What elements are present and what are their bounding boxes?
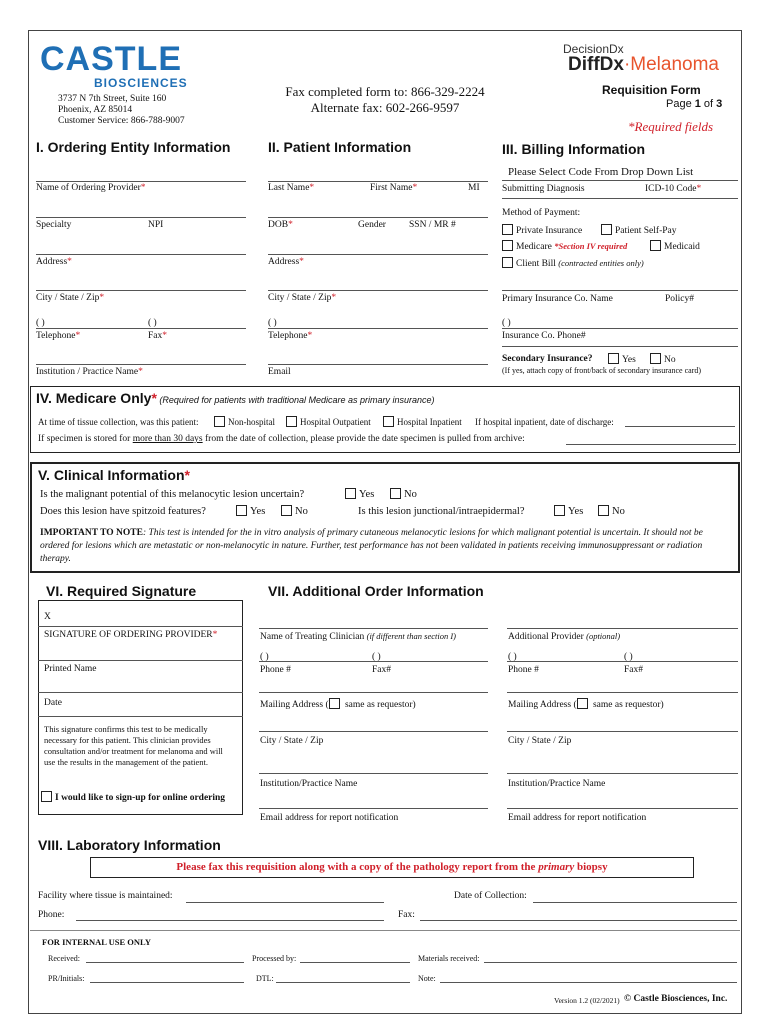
npi-field[interactable]: NPI	[148, 220, 164, 230]
banner-post: biopsy	[574, 861, 608, 873]
pathology-banner-text	[90, 861, 694, 873]
no-label: No	[295, 506, 308, 517]
checkbox[interactable]	[390, 488, 401, 499]
page-indicator	[666, 98, 722, 110]
secondary-insurance-question	[502, 354, 593, 364]
inpatient-label: Hospital Inpatient	[397, 417, 462, 427]
last-name-label: Last Name	[268, 183, 310, 193]
telephone-label: Telephone	[36, 331, 76, 341]
city-label: City / State / Zip	[36, 293, 100, 303]
fax-alternate: Alternate fax: 602-266-9597	[310, 100, 460, 115]
provider-phone-field[interactable]: Phone #	[508, 665, 539, 675]
facility-label: Facility where tissue is maintained:	[38, 891, 173, 901]
junctional-yes[interactable]	[554, 505, 583, 517]
required-star: *	[309, 183, 315, 193]
clinical-header	[38, 467, 190, 483]
ordering-city-field[interactable]	[36, 293, 104, 303]
telephone-label: Telephone	[268, 331, 308, 341]
clinician-phone-field[interactable]: Phone #	[260, 665, 291, 675]
processed-field[interactable]	[300, 962, 410, 963]
tel-paren: ( )	[36, 318, 45, 328]
medicare-header	[36, 390, 435, 406]
checkbox[interactable]	[41, 791, 52, 802]
lab-fax-field[interactable]	[420, 920, 737, 921]
same-as-requestor-checkbox[interactable]	[577, 698, 588, 709]
diagnosis-field[interactable]: Submitting Diagnosis	[502, 184, 585, 194]
ordering-fax-field[interactable]	[148, 331, 167, 341]
ssn-field[interactable]: SSN / MR #	[409, 220, 456, 230]
secondary-no-option[interactable]	[650, 353, 676, 365]
brand-top: DecisionDx	[563, 42, 624, 56]
stored-underlined: more than 30 days	[132, 434, 203, 444]
icd-code-field[interactable]	[645, 184, 701, 194]
page-number: 1	[694, 98, 701, 110]
sig-label: SIGNATURE OF ORDERING PROVIDER	[44, 630, 213, 640]
important-note	[40, 527, 732, 566]
additional-provider-field[interactable]	[508, 631, 620, 642]
customer-service: Customer Service: 866-788-9007	[58, 116, 185, 126]
provider-phone-paren: ( )	[508, 652, 517, 662]
gender-field[interactable]: Gender	[358, 220, 386, 230]
materials-field[interactable]	[484, 962, 737, 963]
section-2-title: II. Patient Information	[268, 139, 412, 155]
logo-main: CASTLE	[40, 40, 182, 78]
policy-field[interactable]: Policy#	[665, 294, 695, 304]
checkbox[interactable]	[236, 505, 247, 516]
checkbox[interactable]	[650, 240, 661, 251]
specialty-field[interactable]: Specialty	[36, 220, 72, 230]
provider-label: Additional Provider	[508, 632, 587, 642]
signature-confirmation: This signature confirms this test to be medically necessary for this patient. This clinician provides consultation and/or treatment for melanoma and will use the results in the management of the patient.	[44, 724, 223, 767]
medicaid-option[interactable]	[650, 240, 700, 252]
clinician-label: Name of Treating Clinician	[260, 632, 367, 642]
pr-field[interactable]	[90, 982, 244, 983]
required-star: *	[184, 467, 190, 483]
spitzoid-question: Does this lesion have spitzoid features?	[40, 506, 206, 517]
printed-name-field[interactable]: Printed Name	[44, 664, 97, 674]
ins-paren: ( )	[502, 318, 511, 328]
self-pay-label: Patient Self-Pay	[615, 226, 677, 236]
required-star: *	[331, 293, 337, 303]
no-label: No	[404, 489, 417, 500]
spitzoid-yes[interactable]	[236, 505, 265, 517]
medicare-label: Medicare	[516, 242, 555, 252]
first-name-label: First Name	[370, 183, 413, 193]
dtl-label: DTL:	[256, 974, 274, 983]
brand-main: DiffDx·Melanoma	[568, 54, 719, 75]
address-label: Address	[36, 257, 68, 267]
received-label: Received:	[48, 954, 80, 963]
checkbox[interactable]	[608, 353, 619, 364]
banner-pre: Please fax this requisition along with a copy of the pathology report from the	[176, 861, 539, 873]
archive-date-field[interactable]	[566, 444, 736, 445]
section-4-subtitle: (Required for patients with traditional Medicare as primary insurance)	[159, 395, 435, 405]
ordering-address-field[interactable]	[36, 257, 72, 267]
required-star: *	[67, 257, 72, 267]
required-star: *	[288, 220, 293, 230]
required-star: *	[162, 331, 167, 341]
secondary-label: Secondary Insurance?	[502, 354, 593, 364]
no-label: No	[664, 355, 676, 365]
provider-mailing-field[interactable]	[508, 698, 664, 710]
pr-label: PR/Initials:	[48, 974, 85, 983]
checkbox[interactable]	[601, 224, 612, 235]
secondary-yes-option[interactable]	[608, 353, 636, 365]
clinician-phone-paren: ( )	[260, 652, 269, 662]
dob-field[interactable]	[268, 220, 293, 230]
client-bill-option[interactable]	[502, 257, 644, 269]
provider-fax-field[interactable]: Fax#	[624, 665, 643, 675]
junctional-no[interactable]	[598, 505, 625, 517]
patient-email-field[interactable]: Email	[268, 367, 291, 377]
required-star: *	[696, 184, 702, 194]
provider-institution-field[interactable]: Institution/Practice Name	[508, 779, 606, 789]
required-star: *	[75, 331, 81, 341]
processed-label: Processed by:	[252, 954, 297, 963]
required-fields-note: *Required fields	[628, 119, 714, 134]
version: Version 1.2 (02/2021)	[554, 996, 620, 1005]
page-label: Page	[666, 98, 695, 110]
brand-melanoma: Melanoma	[630, 54, 719, 75]
signature-label	[44, 630, 217, 640]
banner-em: primary	[538, 861, 575, 873]
checkbox[interactable]	[502, 257, 513, 268]
provider-city-field[interactable]: City / State / Zip	[508, 736, 572, 746]
hospital-inpatient-option[interactable]	[383, 416, 462, 427]
lab-phone-label: Phone:	[38, 910, 65, 920]
hospital-outpatient-option[interactable]	[286, 416, 371, 427]
checkbox[interactable]	[383, 416, 394, 427]
facility-field[interactable]	[186, 902, 384, 903]
online-label: I would like to sign-up for online ordering	[55, 793, 226, 803]
provider-email-field[interactable]: Email address for report notification	[508, 813, 647, 823]
yes-label: Yes	[250, 506, 266, 517]
online-ordering-option[interactable]	[41, 791, 225, 803]
clinician-note: (if different than section I)	[366, 631, 456, 641]
same-label: same as requestor)	[342, 700, 416, 710]
signature-x: X	[44, 612, 51, 622]
provider-fax-paren: ( )	[624, 652, 633, 662]
malignant-no[interactable]	[390, 488, 417, 500]
archive-question	[38, 434, 525, 444]
yes-label: Yes	[622, 355, 636, 365]
primary-insurance-field[interactable]: Primary Insurance Co. Name	[502, 294, 613, 304]
insurance-phone-field[interactable]: Insurance Co. Phone#	[502, 331, 586, 341]
malignant-yes[interactable]	[345, 488, 374, 500]
page-total: 3	[716, 98, 723, 110]
required-star: *	[307, 331, 313, 341]
dob-label: DOB	[268, 220, 289, 230]
checkbox[interactable]	[650, 353, 661, 364]
clinician-fax-field[interactable]: Fax#	[372, 665, 391, 675]
non-hospital-option[interactable]	[214, 416, 275, 427]
signature-line[interactable]	[38, 626, 243, 627]
materials-label: Materials received:	[418, 954, 480, 963]
provider-note: (optional)	[586, 631, 621, 641]
copyright: © Castle Biosciences, Inc.	[624, 994, 728, 1004]
treating-clinician-field[interactable]	[260, 631, 456, 642]
section-1-title: I. Ordering Entity Information	[36, 139, 231, 155]
discharge-label: If hospital inpatient, date of discharge:	[475, 417, 614, 427]
clinician-fax-paren: ( )	[372, 652, 381, 662]
form-title: Requisition Form	[602, 83, 701, 97]
required-star: *	[412, 183, 418, 193]
yes-label: Yes	[359, 489, 375, 500]
required-star: *	[151, 390, 157, 406]
address-line-2: Phoenix, AZ 85014	[58, 105, 133, 115]
secondary-note: (If yes, attach copy of front/back of secondary insurance card)	[502, 366, 702, 375]
checkbox[interactable]	[554, 505, 565, 516]
note-label: Note:	[418, 974, 436, 983]
provider-name-field[interactable]	[36, 183, 145, 193]
city-label: City / State / Zip	[268, 293, 332, 303]
client-bill-label: Client Bill	[516, 259, 559, 269]
clinician-institution-field[interactable]: Institution/Practice Name	[260, 779, 358, 789]
no-label: No	[612, 506, 625, 517]
medicaid-label: Medicaid	[664, 242, 700, 252]
brand-diffdx: DiffDx	[568, 54, 624, 75]
checkbox[interactable]	[598, 505, 609, 516]
yes-label: Yes	[568, 506, 584, 517]
medicare-note: *Section IV required	[554, 241, 628, 251]
patient-city-field[interactable]	[268, 293, 336, 303]
required-star: *	[138, 367, 143, 377]
provider-name-label: Name of Ordering Provider	[36, 183, 141, 193]
address-line-1: 3737 N 7th Street, Suite 160	[58, 94, 167, 104]
discharge-date-field[interactable]	[625, 426, 735, 427]
section-5-title: V. Clinical Information	[38, 467, 185, 483]
first-name-field[interactable]	[370, 183, 417, 193]
page-of: of	[700, 98, 717, 110]
castle-logo	[40, 42, 190, 92]
junctional-question: Is this lesion junctional/intraepidermal?	[358, 506, 525, 517]
checkbox[interactable]	[502, 240, 513, 251]
received-field[interactable]	[86, 962, 244, 963]
stored-post: from the date of collection, please provide the date specimen is pulled from archive:	[202, 434, 525, 444]
institution-label: Institution / Practice Name	[36, 367, 139, 377]
checkbox[interactable]	[286, 416, 297, 427]
tissue-collection-question: At time of tissue collection, was this patient:	[38, 417, 199, 427]
same-label: same as requestor)	[590, 700, 664, 710]
required-star: *	[99, 293, 105, 303]
section-6-title: VI. Required Signature	[46, 583, 197, 599]
section-4-title: IV. Medicare Only	[36, 390, 152, 406]
icd-label: ICD-10 Code	[645, 184, 697, 194]
checkbox[interactable]	[345, 488, 356, 499]
required-star: *	[140, 183, 146, 193]
medicare-option[interactable]	[502, 240, 627, 252]
collection-date-label: Date of Collection:	[454, 891, 527, 901]
mailing-label: Mailing Address (	[508, 700, 577, 710]
outpatient-label: Hospital Outpatient	[300, 417, 371, 427]
private-label: Private Insurance	[516, 226, 583, 236]
clinician-city-field[interactable]: City / State / Zip	[260, 736, 324, 746]
client-bill-note: (contracted entities only)	[558, 258, 644, 268]
self-pay-option[interactable]	[601, 224, 676, 236]
patient-address-field[interactable]	[268, 257, 304, 267]
fax-info	[250, 84, 520, 116]
checkbox[interactable]	[214, 416, 225, 427]
section-8-title: VIII. Laboratory Information	[38, 837, 221, 853]
same-as-requestor-checkbox[interactable]	[329, 698, 340, 709]
payment-method-label: Method of Payment:	[502, 208, 581, 218]
ordering-telephone-field[interactable]	[36, 331, 80, 341]
fax-paren: ( )	[148, 318, 157, 328]
dropdown-hint[interactable]: Please Select Code From Drop Down List	[508, 166, 694, 178]
checkbox[interactable]	[281, 505, 292, 516]
malignant-question: Is the malignant potential of this melanocytic lesion uncertain?	[40, 489, 305, 500]
lab-phone-field[interactable]	[76, 920, 384, 921]
non-hospital-label: Non-hospital	[228, 417, 275, 427]
logo-sub: BIOSCIENCES	[94, 76, 188, 90]
note-body: : This test is intended for the in vitro analysis of primary cutaneous melanocytic lesions for which malignant potential is uncertain. It should not be ordered for lesions which are metastatic or non-melanocytic in nature. Further, test performance has not been validated in patients receiving immunosuppressant or radiation therapy.	[40, 528, 703, 564]
note-lead: IMPORTANT TO NOTE	[40, 528, 143, 538]
address-label: Address	[268, 257, 300, 267]
collection-date-field[interactable]	[533, 902, 737, 903]
institution-field[interactable]	[36, 367, 143, 377]
required-star: *	[212, 630, 218, 640]
spitzoid-no[interactable]	[281, 505, 308, 517]
date-field[interactable]: Date	[44, 698, 62, 708]
checkbox[interactable]	[502, 224, 513, 235]
last-name-field[interactable]	[268, 183, 314, 193]
internal-use-title: FOR INTERNAL USE ONLY	[42, 937, 152, 947]
patient-tel-paren: ( )	[268, 318, 277, 328]
mi-field[interactable]: MI	[468, 183, 480, 193]
section-7-title: VII. Additional Order Information	[268, 583, 484, 599]
mailing-label: Mailing Address (	[260, 700, 329, 710]
dtl-field[interactable]	[276, 982, 410, 983]
clinician-email-field[interactable]: Email address for report notification	[260, 813, 399, 823]
fax-primary: Fax completed form to: 866-329-2224	[285, 84, 485, 99]
patient-telephone-field[interactable]	[268, 331, 312, 341]
fax-label: Fax	[148, 331, 163, 341]
section-3-title: III. Billing Information	[502, 141, 646, 157]
lab-fax-label: Fax:	[398, 910, 415, 920]
required-star: *	[299, 257, 304, 267]
stored-pre: If specimen is stored for	[38, 434, 133, 444]
note-field[interactable]	[440, 982, 737, 983]
clinician-mailing-field[interactable]	[260, 698, 416, 710]
private-insurance-option[interactable]	[502, 224, 582, 236]
